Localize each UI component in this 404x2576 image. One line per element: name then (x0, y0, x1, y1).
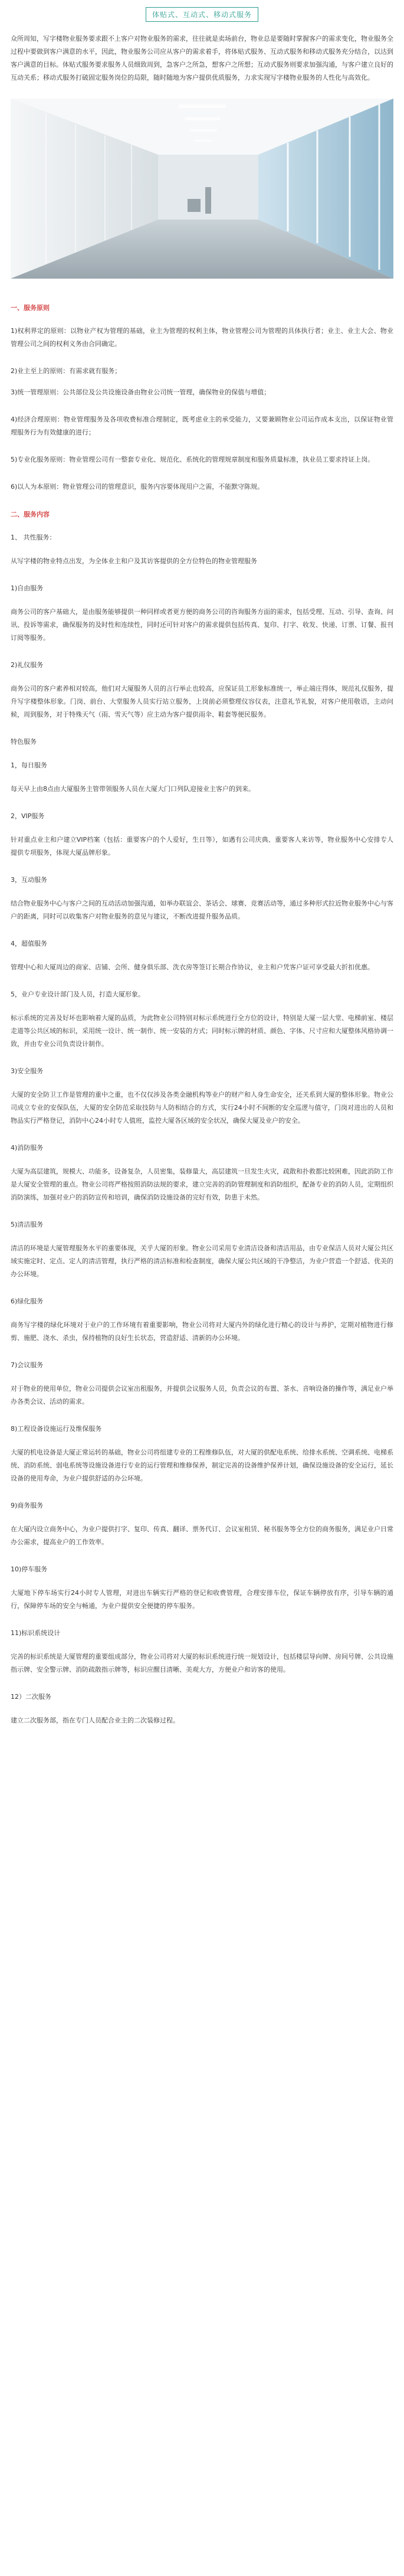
subsection-title: 1)自由服务 (11, 584, 44, 592)
principle-item: 4)经济合理原则：物业管理服务及各项收费标准合理制定，既考虑业主的承受能力，又要兼顾物业公司运作成本支出，以保证物业管理服务行为有效健康的进行； (11, 416, 393, 436)
subsection-title: 9)商务服务 (11, 1502, 44, 1509)
subsection-title: 2)礼仪服务 (11, 661, 44, 669)
content-paragraph: 结合物业服务中心与客户之间的互动活动加强沟通，如举办联谊会、茶话会、球赛、竞赛活动等，通过多种形式拉近物业服务中心与客户的距离，同时可以收集客户对物业服务的意见与建议，不断改进提升服务品质。 (11, 900, 393, 920)
subsection-title: 6)绿化服务 (11, 1297, 44, 1305)
subsection-title: 7)会议服务 (11, 1361, 44, 1369)
content-paragraph: 在大厦内设立商务中心，为业户提供打字、复印、传真、翻译、票务代订、会议室租赁、秘书服务等全方位的商务服务，满足业户日常办公需求，提高业户的工作效率。 (11, 1525, 393, 1546)
content-paragraph: 商务公司的客户基础大，是由服务能够提供一种同样或者更方便的商务公司的咨询服务方面的需求，包括受理、互动、引导、查询、问讯、投诉等需求，确保服务的及时性和连续性，同时还可针对客户的需求提供包括传真、复印、打字、收发、快递、订票、订餐、报刊订阅等服务。 (11, 608, 393, 642)
content-paragraph: 商务写字楼的绿化环境对于业户的工作环境有着重要影响，物业公司将对大厦内外的绿化进行精心的设计与养护，定期对植物进行修剪、施肥、浇水、杀虫，保持植物的良好生长状态，营造舒适、清新的办公环境。 (11, 1321, 393, 1342)
subsection-title: 1、 共性服务： (11, 534, 56, 541)
subsection-title: 8)工程设备设施运行及维保服务 (11, 1425, 102, 1433)
subsection-title: 特色服务 (11, 738, 37, 746)
section-heading-content: 二、服务内容 (11, 511, 50, 518)
subsection-title: 3)安全服务 (11, 1067, 44, 1075)
office-corridor-image (11, 99, 393, 279)
subsection-title: 3，互动服务 (11, 876, 47, 884)
content-paragraph: 完善的标识系统是大厦管理的重要组成部分，物业公司将对大厦的标识系统进行统一规划设计，包括楼层导向牌、房间号牌、公共设施指示牌、安全警示牌、消防疏散指示牌等，标识应醒目清晰、美观大方，方便业户和访客的使用。 (11, 1653, 393, 1673)
page-title: 体贴式、互动式、移动式服务 (146, 7, 258, 22)
subsection-title: 5，业户专业设计部门及人员，打造大厦形象。 (11, 990, 144, 998)
content-paragraph: 针对重点业主和户建立VIP档案（包括：重要客户的个人爱好，生日等），如遇有公司庆典、重要客人来访等，物业服务中心安排专人提供专项服务，体现大厦品牌形象。 (11, 836, 393, 857)
content-paragraph: 大厦为高层建筑，规模大、功能多，设备复杂，人员密集，装修量大，高层建筑一旦发生火灾，疏散和扑救都比较困难，因此消防工作是大厦安全管理的重点。物业公司将严格按照消防法规的要求，建立完善的消防管理制度和消防组织，配备专业的消防人员，定期组织消防演练，加强对业户的消防宣传和培训，确保消防设施设备的完好有效，防患于未然。 (11, 1168, 393, 1201)
office-corridor-photo (11, 99, 393, 279)
content-paragraph: 大厦的安全防卫工作是管理的重中之重，也不仅仅涉及各类金融机构等业户的财产和人身生命安全，还关系到大厦的整体形象。物业公司成立专业的安保队伍，大厦的安全防范采取技防与人防相结合的方式，实行24小时不间断的安全巡逻与值守，门岗对进出的人员和物品实行严格登记，消防中心24小时专人值班，监控大厦各区域的安全状况，确保大厦及业户的安全。 (11, 1091, 393, 1124)
content-paragraph: 清洁的环境是大厦管理服务水平的重要体现，关乎大厦的形象。物业公司采用专业清洁设备和清洁用品，由专业保洁人员对大厦公共区域实施定时、定点、定人的清洁管理，执行严格的清洁标准和检查制度，确保大厦公共区域的干净整洁，为业户营造一个舒适、优美的办公环境。 (11, 1244, 393, 1278)
subsection-title: 4)消防服务 (11, 1144, 44, 1152)
intro-paragraph: 众所周知，写字楼物业服务要求跟不上客户对物业服务的需求，往往就是卖场前台，物业总是要随时掌握客户的需求变化，物业服务全过程中要做到客户满意的水平，因此，物业服务公司应从客户的需求着手，将体贴式服务、互动式服务和移动式服务充分结合，以达到客户满意的目标。体贴式服务要求服务人员细致周到，急客户之所急，想客户之所想；互动式服务则要求加强沟通，与客户建立良好的互动关系；移动式服务打破固定服务岗位的局限，随时随地为客户提供优质服务，力求实现写字楼物业服务的人性化与高效化。 (11, 35, 393, 81)
principle-item: 5)专业化服务原则：物业管理公司有一整套专业化、规范化、系统化的管理规章制度和服务质量标准，执业员工要求持证上岗。 (11, 456, 375, 463)
content-paragraph: 大厦的机电设备是大厦正常运转的基础，物业公司将组建专业的工程维修队伍，对大厦的供配电系统、给排水系统、空调系统、电梯系统、消防系统、弱电系统等设施设备进行专业的运行管理和维修保养，制定完善的设备维护保养计划，确保设施设备的安全运行，延长设备的使用寿命，为业户提供舒适的办公环境。 (11, 1449, 393, 1482)
section-heading-principles: 一、服务原则 (11, 304, 50, 312)
content-paragraph: 建立二次服务部，指在专门人员配合业主的二次装修过程。 (11, 1717, 179, 1724)
content-paragraph: 商务公司的客户素养相对较高，他们对大厦服务人员的言行举止也较高，应保证员工形象标准统一，举止端庄得体，规范礼仪服务，提升写字楼整体形象。门岗、前台、大堂服务人员实行站立服务，上岗前必须整理仪容仪表，注意礼节礼貌，对客户使用敬语，主动问候，周到服务，对于特殊天气（雨、雪天气等）应主动为客户提供雨伞、鞋套等便民服务。 (11, 685, 393, 718)
content-paragraph: 大厦地下停车场实行24小时专人管理，对进出车辆实行严格的登记和收费管理，合理安排车位，保证车辆停放有序，引导车辆的通行，保障停车场的安全与畅通，为业户提供安全便捷的停车服务。 (11, 1589, 393, 1610)
principle-item: 2)业主至上的原则：有需求就有服务； (11, 367, 121, 375)
subsection-title: 5)清洁服务 (11, 1221, 44, 1228)
subsection-title: 4，超值服务 (11, 940, 47, 947)
subsection-title: 11)标识系统设计 (11, 1629, 61, 1637)
subsection-title: 2，VIP服务 (11, 812, 45, 820)
subsection-title: 10)停车服务 (11, 1565, 48, 1573)
subsection-title: 1，每日服务 (11, 761, 47, 769)
header (11, 7, 393, 22)
content-paragraph: 从写字楼的物业特点出发，为全体业主和户及其访客提供的全方位特色的物业管理服务 (11, 557, 257, 565)
content-paragraph: 管理中心和大厦周边的商家、店铺、会所、健身俱乐部、洗衣房等签订长期合作协议，业主和户凭客户证可享受最大折扣优惠。 (11, 963, 374, 971)
principle-item: 3)统一管理原则：公共部位及公共设施设备由物业公司统一管理，确保物业的保值与增值； (11, 388, 271, 396)
principle-item: 1)权利界定的原则：以物业产权为管理的基础，业主为管理的权利主体，物业管理公司为管理的具体执行者；业主、业主大会、物业管理公司之间的权利义务由合同确定。 (11, 327, 393, 348)
subsection-title: 12）二次服务 (11, 1693, 51, 1701)
principle-item: 6)以人为本原则：物业管理公司的管理意识，服务内容要体现用户之需，不能默守陈规。 (11, 483, 264, 491)
content-paragraph: 标示系统的完善及好坏也影响着大厦的品质，为此物业公司特别对标示系统进行全方位的设计，特别是大厦一层大堂、电梯前室、楼层走道等公共区域的标识，采用统一设计、统一制作、统一安装的方式；同时标示牌的材质、颜色、字体、尺寸应和大厦整体风格协调一致，并由专业公司负责设计制作。 (11, 1014, 393, 1048)
content-paragraph: 每天早上由8点由大厦服务主管带领服务人员在大厦大门口列队迎接业主客户的到来。 (11, 785, 255, 793)
content-paragraph: 对于物业的使用单位，物业公司提供会议室出租服务，并提供会议服务人员，负责会议的布置、茶水、音响设备的操作等，满足业户举办各类会议、活动的需求。 (11, 1385, 393, 1405)
